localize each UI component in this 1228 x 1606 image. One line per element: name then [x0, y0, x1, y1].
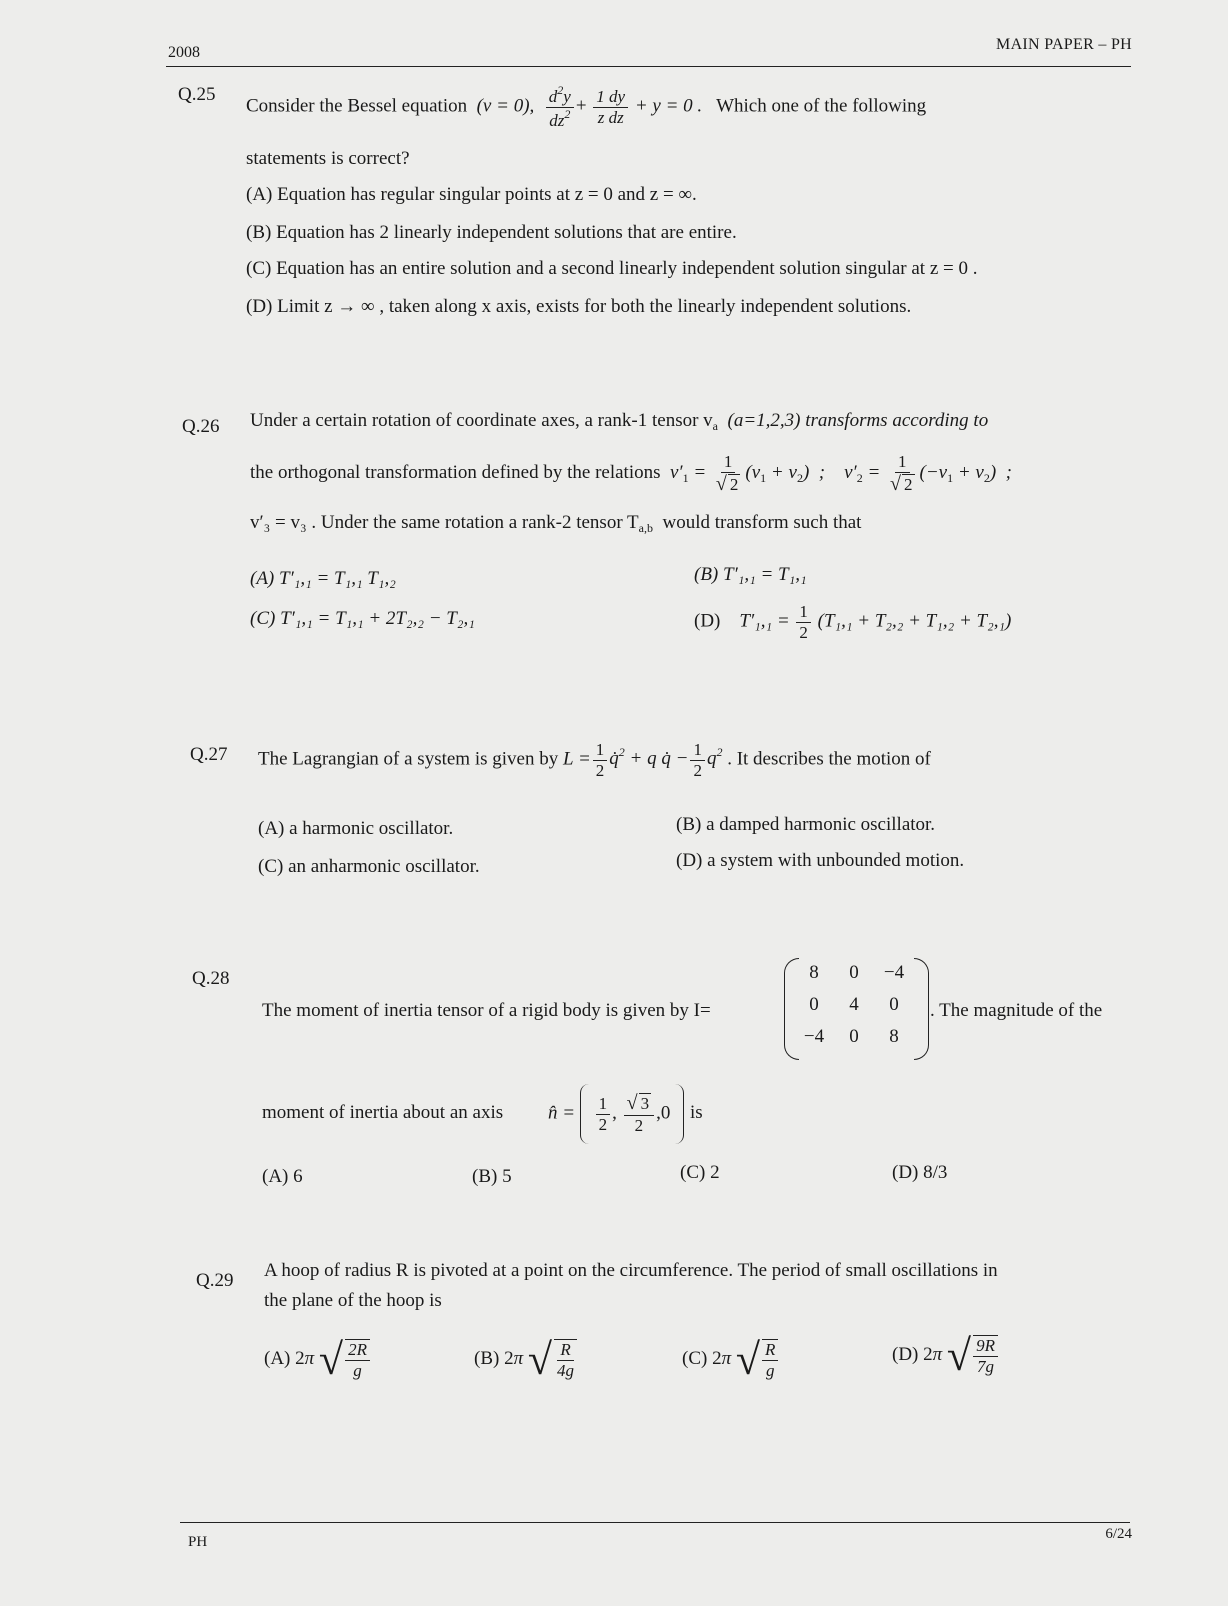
- option-d: (D) 2π √ $\frac{9R}{7g}$: [892, 1330, 1000, 1381]
- question-text: Consider the Bessel equation (ν = 0), $\frac{d^2y}{dz^2}$ + $\frac{1 dy}{\text{z dz}}$ + y = 0 . Which one of the following: [246, 83, 927, 130]
- header-paper: MAIN PAPER – PH: [996, 36, 1132, 53]
- matrix-cell: 8: [809, 962, 819, 983]
- fraction: $\frac{1}{2}$: [593, 740, 608, 780]
- matrix-cell: 0: [809, 994, 819, 1015]
- option-c: (C) an anharmonic oscillator.: [258, 856, 480, 877]
- fraction: $\frac{1 dy}{\text{z dz}}$: [593, 87, 628, 127]
- question-text: . The magnitude of the: [930, 1000, 1103, 1021]
- footer-rule: [180, 1522, 1130, 1523]
- option-a: (A) 6: [262, 1166, 303, 1187]
- footer-page-number: 6/24: [1105, 1526, 1132, 1542]
- fraction: $\frac{√ 3}{2}$: [624, 1092, 654, 1136]
- question-text: the orthogonal transformation defined by the relations $v'_1$ = $\frac{1}{√ 2}$ $(v_1 + v_2)$ ; $v'_2$ = $\frac{1}{√ 2}$ $(-v_1 + v_2)$ ;: [250, 452, 1013, 495]
- fraction: $\frac{1}{2}$: [796, 602, 811, 642]
- option-c: (C) 2: [680, 1162, 720, 1183]
- matrix-cell: 4: [849, 994, 859, 1015]
- matrix-cell: 0: [889, 994, 899, 1015]
- option-c: (C) Equation has an entire solution and a second linearly independent solution singular at z = 0 .: [246, 258, 978, 279]
- question-number: Q.28: [192, 968, 230, 989]
- option-d: (D) T′₁,₁ = $\frac{1}{2}$ (T₁,₁ + T₂,₂ + T₁,₂ + T₂,₁): [694, 602, 1012, 642]
- axis-vector: n̂ = $\frac{1}{2}$ , $\frac{√ 3}{2}$ ,0: [548, 1084, 684, 1144]
- question-text: The Lagrangian of a system is given by L = $\frac{1}{2}$ q̇$^2$ + q q̇ − $\frac{1}{2}$ $q^2$ . It describes the motion of: [258, 740, 931, 780]
- question-number: Q.25: [178, 84, 216, 105]
- option-b: (B) Equation has 2 linearly independent solutions that are entire.: [246, 222, 737, 243]
- question-text: The moment of inertia tensor of a rigid body is given by I=: [262, 1000, 711, 1021]
- option-b: (B) 2π √ $\frac{R}{4g}$: [474, 1334, 579, 1385]
- question-number: Q.27: [190, 744, 228, 765]
- option-a: (A) T′₁,₁ = T₁,₁ T₁,₂: [250, 568, 396, 589]
- matrix-cell: 0: [849, 1026, 859, 1047]
- question-text: statements is correct?: [246, 148, 410, 169]
- question-text: the plane of the hoop is: [264, 1290, 442, 1311]
- fraction: $\frac{d^2y}{dz^2}$: [546, 84, 574, 130]
- option-b: (B) T′₁,₁ = T₁,₁: [694, 564, 807, 585]
- fraction: $\frac{1}{√ 2}$: [715, 452, 739, 495]
- matrix-cell: −4: [803, 1026, 825, 1047]
- fraction: $\frac{1}{√ 2}$: [890, 452, 913, 495]
- option-a: (A) Equation has regular singular points at z = 0 and z = ∞.: [246, 184, 697, 205]
- option-c: (C) 2π √ $\frac{R}{g}$: [682, 1334, 780, 1385]
- inertia-matrix: [794, 962, 914, 1048]
- header-rule: [166, 66, 1131, 67]
- option-b: (B) 5: [472, 1166, 512, 1187]
- question-text: moment of inertia about an axis: [262, 1102, 504, 1123]
- fraction: $\frac{1}{2}$: [596, 1094, 611, 1134]
- question-text: Under a certain rotation of coordinate axes, a rank-1 tensor $v_a$ (a=1,2,3) transforms according to: [250, 410, 989, 433]
- option-b: (B) a damped harmonic oscillator.: [676, 814, 936, 835]
- option-d: (D) a system with unbounded motion.: [676, 850, 965, 871]
- option-d: (D) 8/3: [892, 1162, 948, 1183]
- fraction: $\frac{1}{2}$: [690, 740, 705, 780]
- question-text: v′₃ = v₃ . Under the same rotation a rank-2 tensor $T_{a,b}$ would transform such that: [250, 512, 862, 535]
- header-year: 2008: [168, 44, 200, 61]
- question-text: A hoop of radius R is pivoted at a point on the circumference. The period of small oscillations in: [264, 1260, 998, 1281]
- matrix-cell: 0: [849, 962, 859, 983]
- question-number: Q.29: [196, 1270, 234, 1291]
- question-text: is: [690, 1102, 703, 1123]
- matrix-cell: 8: [889, 1026, 899, 1047]
- option-a: (A) a harmonic oscillator.: [258, 818, 454, 839]
- matrix-bracket-right: [914, 958, 929, 1060]
- option-d: (D) Limit z → ∞ , taken along x axis, exists for both the linearly independent solutions.: [246, 296, 912, 317]
- matrix-cell: −4: [883, 962, 905, 983]
- footer-code: PH: [188, 1534, 208, 1550]
- option-c: (C) T′₁,₁ = T₁,₁ + 2T₂,₂ − T₂,₁: [250, 608, 475, 629]
- question-number: Q.26: [182, 416, 220, 437]
- option-a: (A) 2π √ $\frac{2R}{g}$: [264, 1334, 372, 1385]
